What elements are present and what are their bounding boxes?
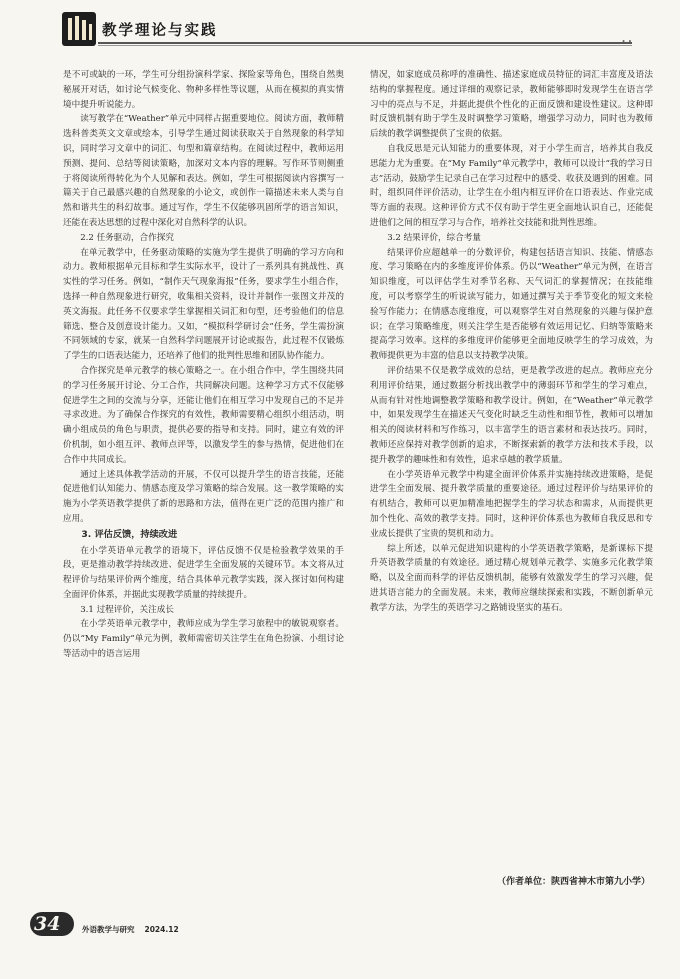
paragraph: 综上所述，以单元促进知识建构的小学英语教学策略，是新课标下提升英语教学质量的有效途径。通过精心规划单元教学、实施多元化教学策略，以及全面而科学的评估反馈机制，能够有效激发学生的学习兴趣，促进其语言能力的全面发展。未来，教师应继续探索和实践，不断创新单元教学方法，为学生的英语学习之路铺设坚实的基石。	[370, 543, 653, 613]
subheading-3-2: 3.2 结果评价，综合考量	[387, 232, 481, 243]
left-column	[63, 68, 344, 662]
journal-issue: 2024.12	[144, 925, 179, 934]
paragraph: 结果评价应超越单一的分数评价，构建包括语言知识、技能、情感态度、学习策略在内的多维度评价体系。仍以“Weather”单元为例，在语言知识维度，可以评估学生对季节名称、天气词汇的掌握情况；在技能维度，可以考察学生的听说读写能力，如通过撰写关于季节变化的短文来检验写作能力；在情感态度维度，可以观察学生对自然现象的兴趣与保护意识；在学习策略维度，则关注学生是否能够有效运用记忆、归纳等策略来提高学习效率。这样的多维度评价能够更全面地反映学生的学习成效，为教师提供更为丰富的信息以支持教学决策。	[370, 247, 653, 362]
section-title: 教学理论与实践	[102, 23, 218, 39]
subheading-3-1: 3.1 过程评价，关注成长	[80, 604, 174, 615]
journal-info	[82, 924, 179, 935]
page-footer	[30, 912, 270, 942]
page-header	[62, 12, 632, 46]
paragraph: 读写教学在“Weather”单元中同样占据重要地位。阅读方面，教师精选科普类英文文章或绘本，引导学生通过阅读获取关于自然现象的科学知识，同时学习文章中的词汇、句型和篇章结构。在阅读过程中，教师运用预测、提问、总结等阅读策略，加深对文本内容的理解。写作环节则侧重于将阅读所得转化为个人见解和表达。例如，学生可根据阅读内容撰写一篇关于自己最感兴趣的自然现象的小论文，或创作一篇描述未来人类与自然和谐共生的科幻故事。通过写作，学生不仅能够巩固所学的语言知识，还能在表达思想的过程中深化对自然科学的认识。	[63, 114, 344, 228]
journal-logo-icon	[62, 12, 96, 46]
paragraph: 是不可或缺的一环，学生可分组扮演科学家、探险家等角色，围绕自然奥秘展开对话，如讨论气候变化、物种多样性等议题，从而在模拟的真实情境中提升听说能力。	[63, 70, 344, 110]
header-divider	[98, 42, 632, 44]
paragraph: 在小学英语单元教学中，教师应成为学生学习旅程中的敏锐观察者。仍以“My Family”单元为例，教师需密切关注学生在角色扮演、小组讨论等活动中的语言运用	[63, 619, 344, 660]
paragraph: 在小学英语单元教学中构建全面评价体系并实施持续改进策略，是促进学生全面发展、提升教学质量的重要途径。通过过程评价与结果评价的有机结合，教师可以更加精准地把握学生的学习状态和需求，从而提供更加个性化、高效的教学支持。同时，这种评价体系也为教师自我反思和专业成长提供了宝贵的契机和动力。	[370, 469, 653, 539]
header-ornament-icon: • •	[621, 38, 632, 46]
paragraph: 通过上述具体教学活动的开展，不仅可以提升学生的语言技能，还能促进他们认知能力、情感态度及学习策略的综合发展。这一教学策略的实施为小学英语教学提供了新的思路和方法，值得在更广泛的范围内推广和应用。	[63, 469, 344, 524]
paragraph: 自我反思是元认知能力的重要体现，对于小学生而言，培养其自我反思能力尤为重要。在“My Family”单元教学中，教师可以设计“我的学习日志”活动，鼓励学生记录自己在学习过程中的感受、收获及遇到的困难。同时，组织同伴评价活动，让学生在小组内相互评价在口语表达、作业完成等方面的表现。这种评价方式不仅有助于学生更全面地认识自己，还能促进他们之间的相互学习与合作，培养社交技能和批判性思维。	[370, 143, 653, 228]
right-column	[370, 68, 653, 615]
author-affiliation: （作者单位：陕西省神木市第九小学）	[496, 877, 650, 887]
journal-name: 外语教学与研究	[82, 925, 135, 934]
page-number: 34	[34, 913, 61, 935]
header-divider-thin	[98, 45, 632, 46]
subheading-2-2: 2.2 任务驱动，合作探究	[80, 232, 174, 243]
paragraph: 合作探究是单元教学的核心策略之一。在小组合作中，学生围绕共同的学习任务展开讨论、分工合作，共同解决问题。这种学习方式不仅能够促进学生之间的交流与分享，还能让他们在相互学习中发现自己的不足并寻求改进。为了确保合作探究的有效性，教师需要精心组织小组活动，明确小组成员的角色与职责，提供必要的指导和支持。同时，建立有效的评价机制，如小组互评、教师点评等，以激发学生的参与热情，促进他们在合作中共同成长。	[63, 365, 344, 465]
paragraph: 在小学英语单元教学的语境下，评估反馈不仅是检验教学效果的手段，更是推动教学持续改进、促进学生全面发展的关键环节。本文将从过程评价与结果评价两个维度，结合具体单元教学实践，深入探讨如何构建全面评价体系，并据此实现教学质量的持续提升。	[63, 545, 344, 600]
paragraph: 评价结果不仅是教学成效的总结，更是教学改进的起点。教师应充分利用评价结果，通过数据分析找出教学中的薄弱环节和学生的学习难点，从而有针对性地调整教学策略和教学设计。例如，在“Weather”单元教学中，如果发现学生在描述天气变化时缺乏生动性和细节性，教师可以增加相关的阅读材料和写作练习，以丰富学生的语言素材和表达技巧。同时，教师还应保持对教学创新的追求，不断探索新的教学方法和技术手段，以提升教学的趣味性和有效性，追求卓越的教学质量。	[370, 365, 653, 465]
heading-3: 3. 评估反馈，持续改进	[81, 528, 178, 540]
paragraph: 情况，如家庭成员称呼的准确性、描述家庭成员特征的词汇丰富度及语法结构的掌握程度。通过详细的观察记录，教师能够即时发现学生在语言学习中的亮点与不足，并据此提供个性化的正面反馈和建设性建议。这种即时反馈机制有助于学生及时调整学习策略，增强学习动力，同时也为教师后续的教学调整提供了宝贵的依据。	[370, 70, 653, 140]
page-number-badge	[30, 912, 74, 936]
paragraph: 在单元教学中，任务驱动策略的实施为学生提供了明确的学习方向和动力。教师根据单元目标和学生实际水平，设计了一系列具有挑战性、真实性的学习任务。例如，“制作天气现象海报”任务，要求学生小组合作，选择一种自然现象进行研究，收集相关资料，设计并制作一张图文并茂的英文海报。此任务不仅要求学生掌握相关词汇和句型，还考验他们的信息筛选、整合及创意设计能力。又如，“模拟科学研讨会”任务，学生需扮演不同领域的专家，就某一自然科学问题展开讨论或报告，此过程不仅锻炼了学生的口语表达能力，还培养了他们的批判性思维和团队协作能力。	[63, 247, 344, 362]
